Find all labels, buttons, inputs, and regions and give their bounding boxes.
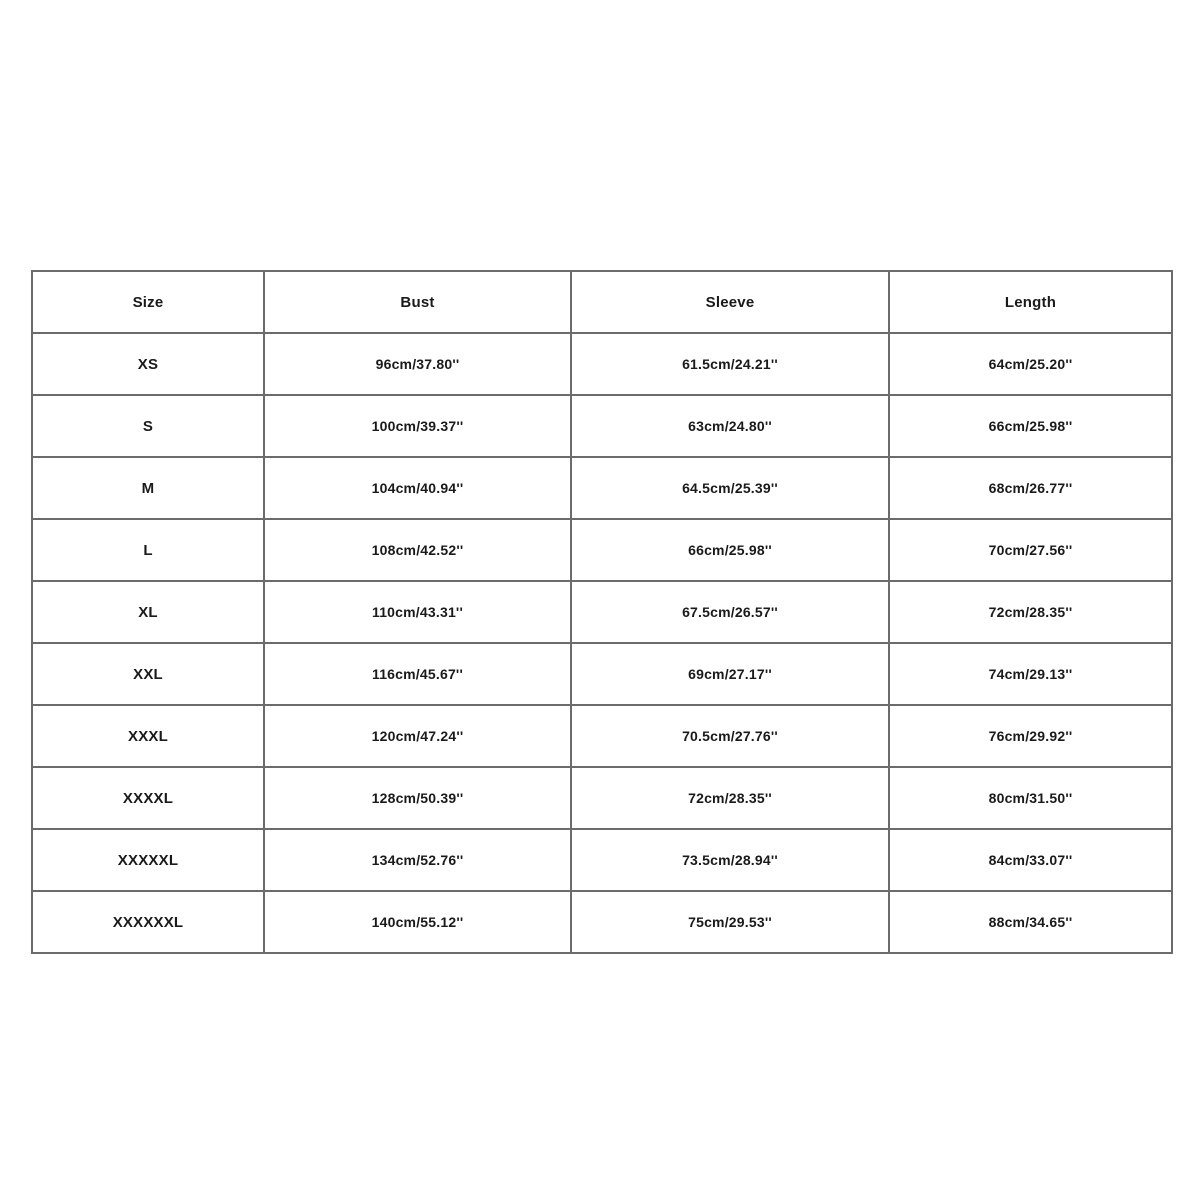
sleeve-cell: 73.5cm/28.94''	[571, 829, 889, 891]
sleeve-cell: 64.5cm/25.39''	[571, 457, 889, 519]
length-cell: 84cm/33.07''	[889, 829, 1172, 891]
sleeve-cell: 72cm/28.35''	[571, 767, 889, 829]
size-cell: S	[32, 395, 264, 457]
sleeve-cell: 69cm/27.17''	[571, 643, 889, 705]
size-cell: XXXXXXL	[32, 891, 264, 953]
table-row	[32, 891, 1172, 953]
size-cell: XL	[32, 581, 264, 643]
header-size: Size	[32, 271, 264, 333]
length-cell: 64cm/25.20''	[889, 333, 1172, 395]
size-cell: M	[32, 457, 264, 519]
table-row	[32, 457, 1172, 519]
sleeve-cell: 67.5cm/26.57''	[571, 581, 889, 643]
length-cell: 72cm/28.35''	[889, 581, 1172, 643]
table-row	[32, 333, 1172, 395]
size-cell: XXXXXL	[32, 829, 264, 891]
length-cell: 88cm/34.65''	[889, 891, 1172, 953]
length-cell: 80cm/31.50''	[889, 767, 1172, 829]
table-row	[32, 643, 1172, 705]
header-sleeve: Sleeve	[571, 271, 889, 333]
bust-cell: 116cm/45.67''	[264, 643, 571, 705]
size-chart-table	[31, 270, 1173, 954]
table-row	[32, 829, 1172, 891]
length-cell: 74cm/29.13''	[889, 643, 1172, 705]
sleeve-cell: 75cm/29.53''	[571, 891, 889, 953]
bust-cell: 110cm/43.31''	[264, 581, 571, 643]
bust-cell: 134cm/52.76''	[264, 829, 571, 891]
header-length: Length	[889, 271, 1172, 333]
sleeve-cell: 66cm/25.98''	[571, 519, 889, 581]
bust-cell: 96cm/37.80''	[264, 333, 571, 395]
sleeve-cell: 61.5cm/24.21''	[571, 333, 889, 395]
header-bust: Bust	[264, 271, 571, 333]
sleeve-cell: 70.5cm/27.76''	[571, 705, 889, 767]
bust-cell: 140cm/55.12''	[264, 891, 571, 953]
length-cell: 66cm/25.98''	[889, 395, 1172, 457]
table-row	[32, 767, 1172, 829]
size-cell: XXL	[32, 643, 264, 705]
table-row	[32, 581, 1172, 643]
bust-cell: 100cm/39.37''	[264, 395, 571, 457]
size-cell: XXXL	[32, 705, 264, 767]
bust-cell: 108cm/42.52''	[264, 519, 571, 581]
bust-cell: 104cm/40.94''	[264, 457, 571, 519]
bust-cell: 120cm/47.24''	[264, 705, 571, 767]
table-header	[32, 271, 1172, 333]
size-cell: XS	[32, 333, 264, 395]
table-row	[32, 705, 1172, 767]
table-row	[32, 395, 1172, 457]
sleeve-cell: 63cm/24.80''	[571, 395, 889, 457]
length-cell: 76cm/29.92''	[889, 705, 1172, 767]
size-cell: XXXXL	[32, 767, 264, 829]
table-row	[32, 519, 1172, 581]
header-row	[32, 271, 1172, 333]
bust-cell: 128cm/50.39''	[264, 767, 571, 829]
size-cell: L	[32, 519, 264, 581]
length-cell: 70cm/27.56''	[889, 519, 1172, 581]
length-cell: 68cm/26.77''	[889, 457, 1172, 519]
table-body	[32, 333, 1172, 953]
